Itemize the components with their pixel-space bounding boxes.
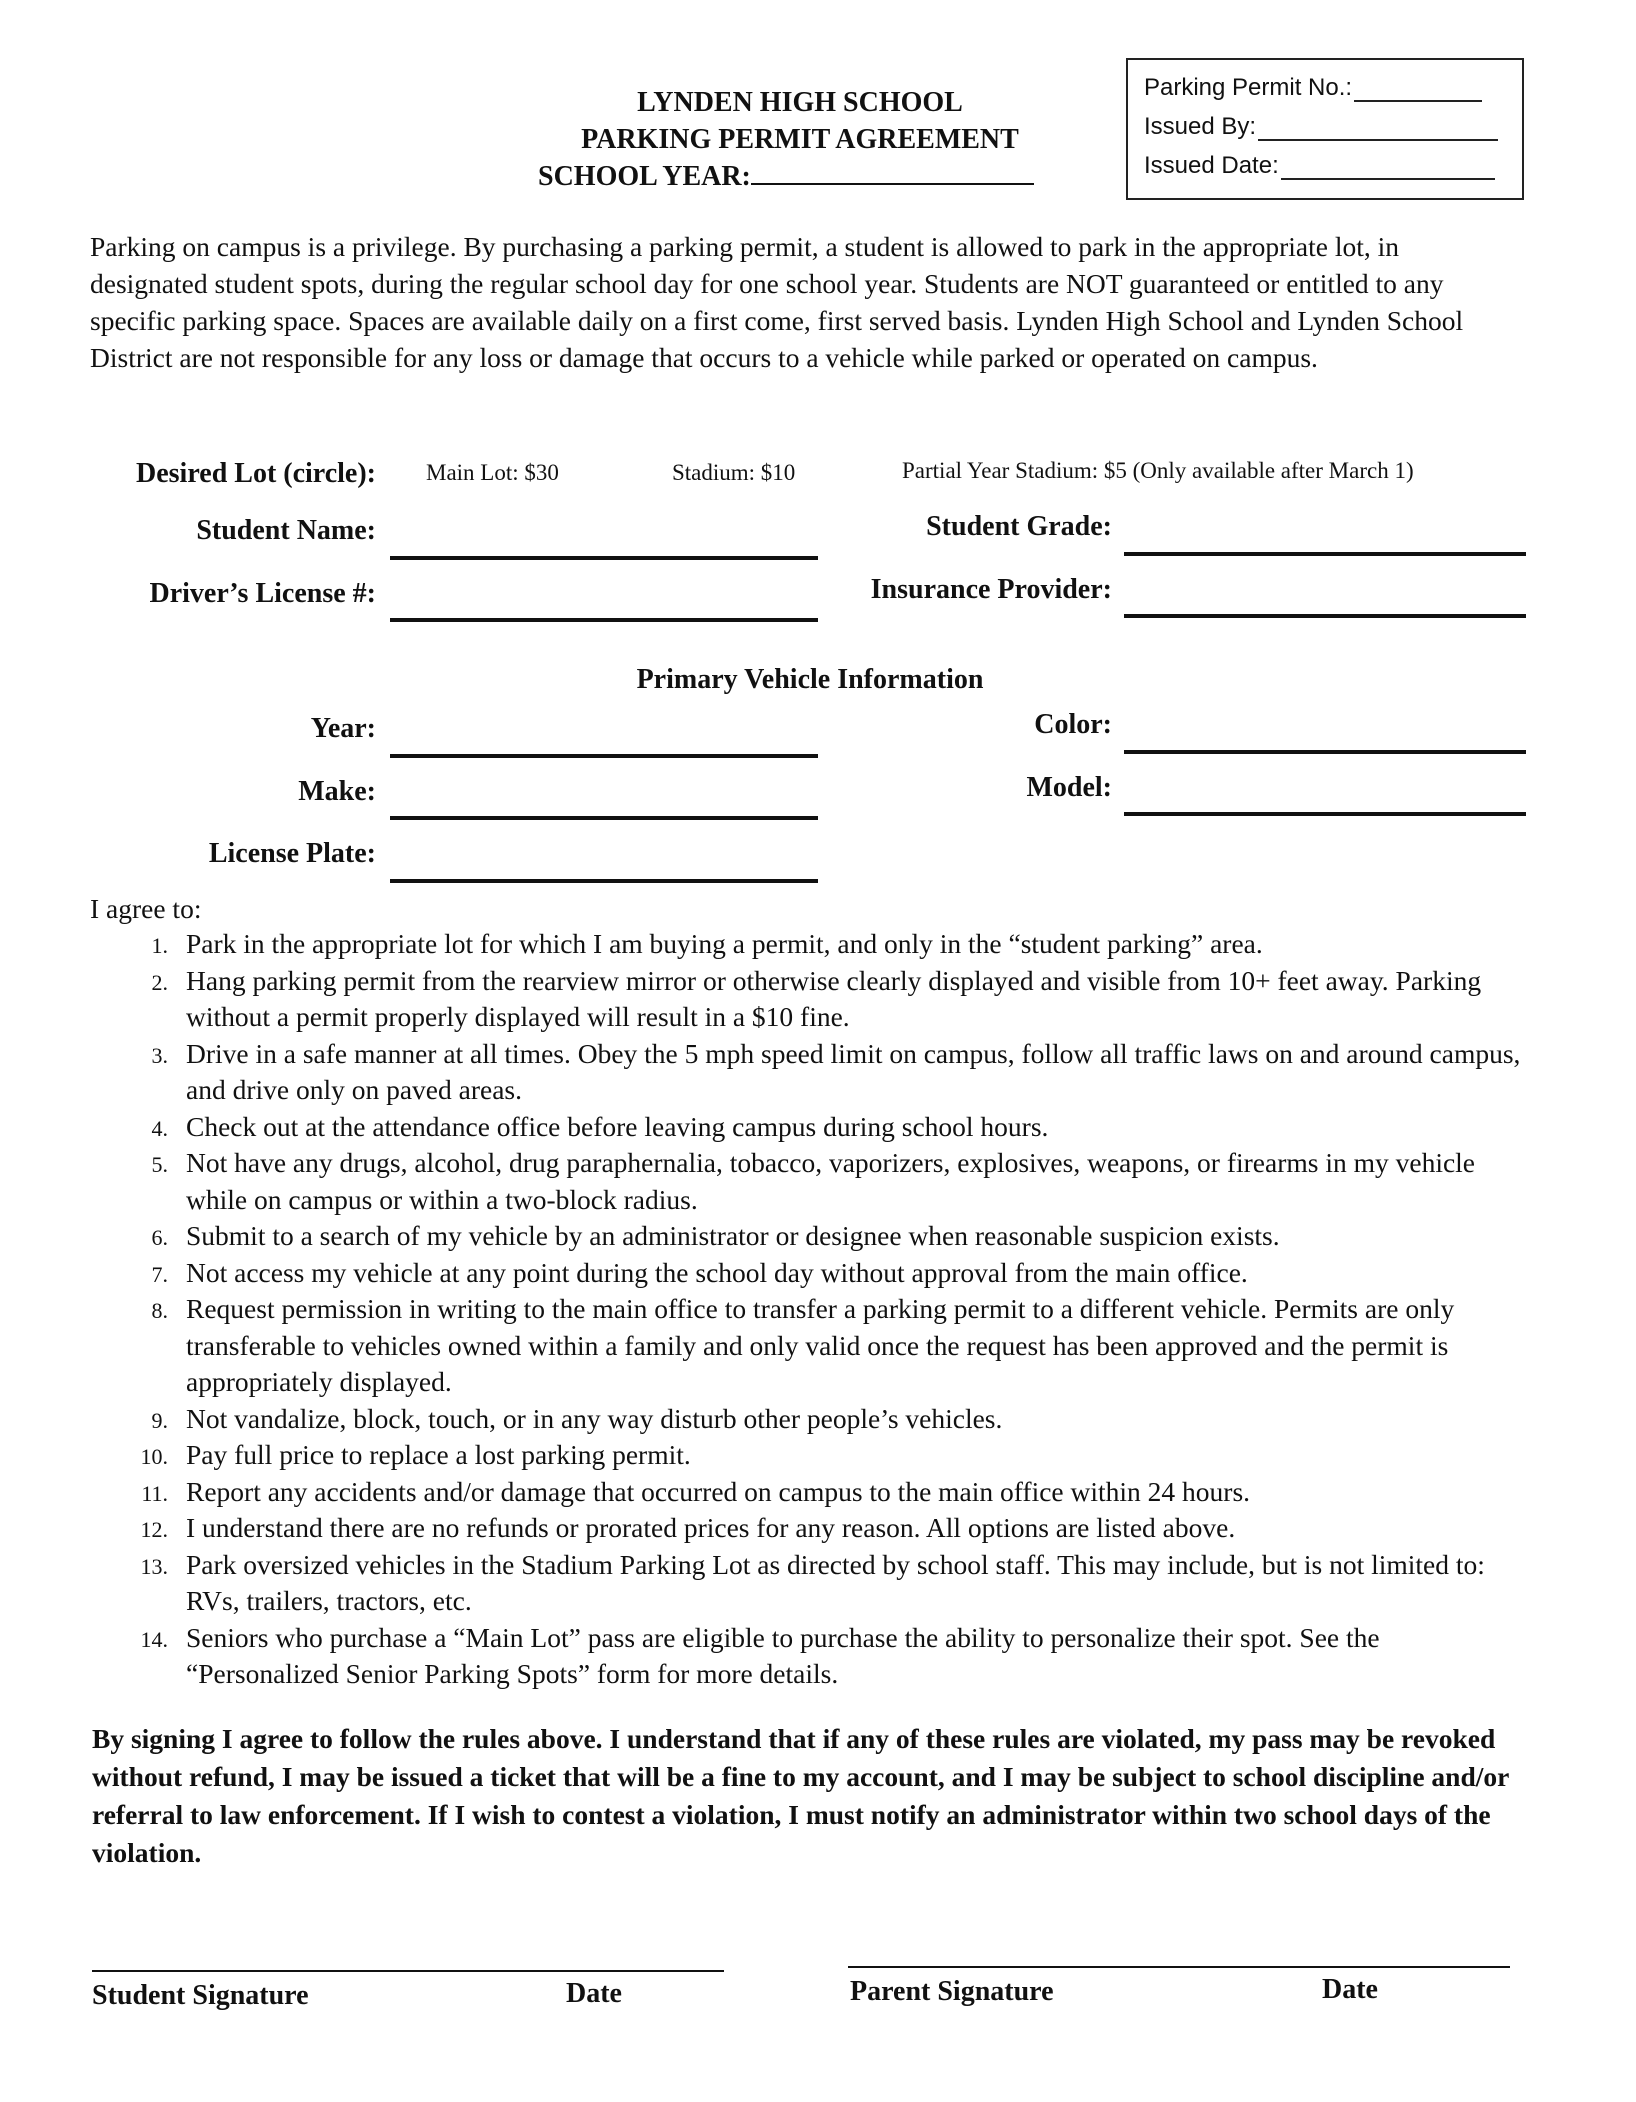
issued-by-row [1144, 111, 1498, 141]
rule-item: 5. Not have any drugs, alcohol, drug paraphernalia, tobacco, vaporizers, explosives, weapons, or firearms in my vehicle while on campus or within a two-block radius. [151, 1147, 1476, 1215]
permit-box [1126, 58, 1524, 200]
form-title: PARKING PERMIT AGREEMENT [581, 124, 1019, 155]
permit-no-row [1144, 72, 1482, 102]
school-name: LYNDEN HIGH SCHOOL [637, 87, 963, 118]
insurance-provider-field[interactable] [1124, 614, 1526, 618]
lot-option-stadium[interactable]: Stadium: $10 [672, 460, 796, 485]
vehicle-color-field[interactable] [1124, 750, 1526, 754]
lot-option-partial-year[interactable]: Partial Year Stadium: $5 (Only available after March 1) [902, 458, 1414, 483]
insurance-provider-label: Insurance Provider: [870, 574, 1112, 605]
desired-lot-label: Desired Lot (circle): [136, 458, 376, 489]
vehicle-info-heading: Primary Vehicle Information [636, 664, 984, 695]
issued-by-field[interactable] [1258, 117, 1498, 141]
student-date-label: Date [566, 1978, 622, 2009]
rule-item: 2. Hang parking permit from the rearview mirror or otherwise clearly displayed and visible from 10+ feet away. Parking without a permit properly displayed will result in a $10 fine. [151, 964, 1482, 1032]
vehicle-year-label: Year: [310, 713, 376, 744]
rule-item: 3. Drive in a safe manner at all times. Obey the 5 mph speed limit on campus, follow all traffic laws on and around campus, and drive only on paved areas. [151, 1037, 1521, 1105]
rule-item: 4. Check out at the attendance office before leaving campus during school hours. [151, 1110, 1049, 1142]
rule-item: 11. Report any accidents and/or damage that occurred on campus to the main office within 24 hours. [141, 1475, 1251, 1507]
agree-intro: I agree to: [90, 893, 202, 924]
vehicle-make-field[interactable] [390, 816, 818, 820]
rule-item: 1. Park in the appropriate lot for which I am buying a permit, and only in the “student parking” area. [151, 928, 1263, 959]
vehicle-model-field[interactable] [1124, 812, 1526, 816]
license-plate-field[interactable] [390, 879, 818, 883]
rule-item: 7. Not access my vehicle at any point during the school day without approval from the main office. [151, 1256, 1248, 1288]
closing-statement: By signing I agree to follow the rules above. I understand that if any of these rules are violated, my pass may be revoked without refund, I may be issued a ticket that will be a fine to my account, and I may be subject to school discipline and/or referral to law enforcement. If I wish to contest a violation, I must notify an administrator within two school days of the violation. [92, 1723, 1509, 1868]
lot-option-main[interactable]: Main Lot: $30 [426, 460, 559, 485]
issued-date-field[interactable] [1281, 156, 1495, 180]
vehicle-color-label: Color: [1034, 709, 1112, 740]
vehicle-model-label: Model: [1026, 772, 1112, 803]
rule-item: 12. I understand there are no refunds or prorated prices for any reason. All options are listed above. [140, 1512, 1236, 1543]
drivers-license-field[interactable] [390, 618, 818, 622]
parent-signature-label: Parent Signature [850, 1976, 1054, 2007]
student-signature-line[interactable] [92, 1970, 724, 1972]
school-year-label: SCHOOL YEAR: [538, 161, 751, 192]
student-name-field[interactable] [390, 556, 818, 560]
student-signature-label: Student Signature [92, 1980, 309, 2011]
issued-date-row [1144, 150, 1495, 180]
parent-signature-line[interactable] [848, 1966, 1510, 1968]
school-year-field[interactable] [751, 159, 1034, 185]
rules-list [110, 926, 1530, 1693]
student-name-label: Student Name: [196, 515, 376, 546]
rule-item: 8. Request permission in writing to the main office to transfer a parking permit to a different vehicle. Permits are only transferable to vehicles owned within a family and only valid once the request has been approved and the permit is appropriately displayed. [151, 1293, 1455, 1397]
school-year-row [538, 158, 1098, 195]
drivers-license-label: Driver’s License #: [149, 578, 376, 609]
vehicle-year-field[interactable] [390, 754, 818, 758]
student-grade-label: Student Grade: [926, 511, 1112, 542]
rule-item: 14. Seniors who purchase a “Main Lot” pass are eligible to purchase the ability to personalize their spot. See the “Personalized Senior Parking Spots” form for more details. [140, 1621, 1380, 1689]
license-plate-label: License Plate: [208, 838, 376, 869]
intro-paragraph: Parking on campus is a privilege. By purchasing a parking permit, a student is allowed to park in the appropriate lot, in designated student spots, during the regular school day for one school year. Students are NOT guaranteed or entitled to any specific parking space. Spaces are available daily on a first come, first served basis. Lynden High School and Lynden School District are not responsible for any loss or damage that occurs to a vehicle while parked or operated on campus. [90, 231, 1464, 373]
rule-item: 6. Submit to a search of my vehicle by an administrator or designee when reasonable suspicion exists. [151, 1220, 1280, 1251]
rule-item: 10. Pay full price to replace a lost parking permit. [140, 1439, 691, 1470]
permit-no-label: Parking Permit No.: [1144, 74, 1353, 101]
student-grade-field[interactable] [1124, 552, 1526, 556]
vehicle-make-label: Make: [298, 776, 376, 807]
permit-no-field[interactable] [1354, 78, 1482, 102]
rule-item: 9. Not vandalize, block, touch, or in any way disturb other people’s vehicles. [151, 1402, 1003, 1434]
issued-by-label: Issued By: [1144, 113, 1257, 140]
rule-item: 13. Park oversized vehicles in the Stadium Parking Lot as directed by school staff. This may include, but is not limited to: RVs, trailers, tractors, etc. [140, 1548, 1485, 1616]
parent-date-label: Date [1322, 1974, 1378, 2005]
issued-date-label: Issued Date: [1144, 152, 1279, 179]
